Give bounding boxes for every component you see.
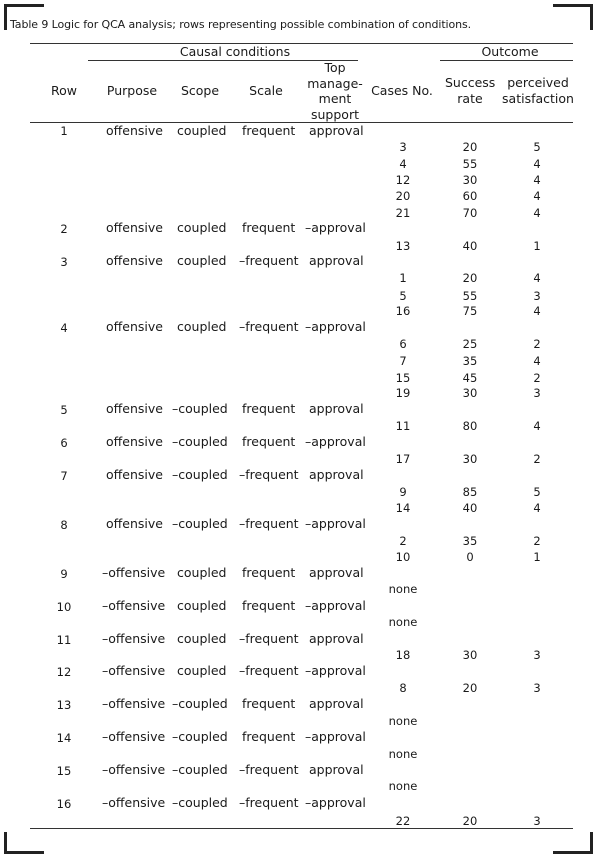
case-number: 8 <box>399 681 407 695</box>
support-cell: approval <box>309 401 364 416</box>
success-rate-value: 85 <box>462 485 478 499</box>
scale-cell: –frequent <box>239 516 299 531</box>
case-number: none <box>388 779 418 793</box>
support-cell: approval <box>309 123 364 138</box>
case-number: 21 <box>395 206 411 220</box>
satisfaction-value: 4 <box>533 354 541 368</box>
purpose-cell: –offensive <box>102 565 166 580</box>
scale-cell: –frequent <box>239 253 299 268</box>
case-number: 4 <box>399 157 407 171</box>
success-rate-value: 55 <box>462 289 478 303</box>
scale-cell: frequent <box>242 220 296 235</box>
case-number: none <box>388 615 418 629</box>
satisfaction-column-header: perceived satisfaction <box>502 75 574 106</box>
scope-cell: –coupled <box>172 401 228 416</box>
corner-bottom-left-v <box>4 832 7 854</box>
row-number: 6 <box>60 436 68 450</box>
purpose-cell: offensive <box>106 253 163 268</box>
scope-cell: –coupled <box>172 795 228 810</box>
purpose-cell: –offensive <box>102 762 166 777</box>
satisfaction-value: 4 <box>533 189 541 203</box>
scope-cell: coupled <box>177 565 227 580</box>
corner-top-left-v <box>4 4 7 30</box>
support-column-header: Top manage- ment support <box>307 60 363 122</box>
support-cell: approval <box>309 565 364 580</box>
causal-conditions-header: Causal conditions <box>179 44 291 59</box>
support-cell: –approval <box>305 434 366 449</box>
case-number: 7 <box>399 354 407 368</box>
success-rate-value: 0 <box>466 550 474 564</box>
purpose-cell: –offensive <box>102 795 166 810</box>
success-rate-value: 60 <box>462 189 478 203</box>
row-number: 16 <box>56 797 72 811</box>
purpose-cell: –offensive <box>102 729 166 744</box>
purpose-cell: offensive <box>106 123 163 138</box>
case-number: none <box>388 747 418 761</box>
scope-column-header: Scope <box>180 83 220 98</box>
row-number: 12 <box>56 665 72 679</box>
success-rate-value: 55 <box>462 157 478 171</box>
scope-cell: –coupled <box>172 762 228 777</box>
table-caption: Table 9 Logic for QCA analysis; rows representing possible combination of conditions. <box>10 18 472 31</box>
outcome-group-rule <box>440 60 573 61</box>
case-number: 13 <box>395 239 411 253</box>
row-number: 2 <box>60 222 68 236</box>
success-rate-value: 40 <box>462 239 478 253</box>
scale-cell: –frequent <box>239 319 299 334</box>
row-number: 5 <box>60 403 68 417</box>
scope-cell: coupled <box>177 220 227 235</box>
success-rate-value: 20 <box>462 140 478 154</box>
satisfaction-value: 3 <box>533 681 541 695</box>
scope-cell: –coupled <box>172 434 228 449</box>
row-number: 13 <box>56 698 72 712</box>
case-number: none <box>388 714 418 728</box>
success-rate-value: 70 <box>462 206 478 220</box>
support-cell: approval <box>309 696 364 711</box>
support-cell: approval <box>309 631 364 646</box>
satisfaction-value: 2 <box>533 337 541 351</box>
case-number: 1 <box>399 271 407 285</box>
scope-cell: coupled <box>177 598 227 613</box>
success-rate-value: 35 <box>462 354 478 368</box>
corner-bottom-right-v <box>590 832 593 854</box>
scale-cell: frequent <box>242 565 296 580</box>
scope-cell: –coupled <box>172 729 228 744</box>
purpose-cell: offensive <box>106 516 163 531</box>
scale-cell: frequent <box>242 729 296 744</box>
scope-cell: coupled <box>177 631 227 646</box>
row-number: 8 <box>60 518 68 532</box>
row-number: 7 <box>60 469 68 483</box>
success-rate-value: 75 <box>462 304 478 318</box>
row-number: 3 <box>60 255 68 269</box>
satisfaction-value: 4 <box>533 271 541 285</box>
row-number: 11 <box>56 633 72 647</box>
case-number: 16 <box>395 304 411 318</box>
success-rate-value: 30 <box>462 452 478 466</box>
purpose-cell: offensive <box>106 401 163 416</box>
satisfaction-value: 5 <box>533 485 541 499</box>
support-cell: approval <box>309 467 364 482</box>
case-number: 17 <box>395 452 411 466</box>
support-cell: –approval <box>305 729 366 744</box>
row-number: 10 <box>56 600 72 614</box>
success-rate-value: 45 <box>462 371 478 385</box>
corner-top-left-h <box>4 4 44 7</box>
purpose-cell: –offensive <box>102 598 166 613</box>
row-number: 15 <box>56 764 72 778</box>
support-cell: –approval <box>305 220 366 235</box>
scope-cell: –coupled <box>172 516 228 531</box>
satisfaction-value: 5 <box>533 140 541 154</box>
outcome-header: Outcome <box>481 44 539 59</box>
purpose-column-header: Purpose <box>106 83 158 98</box>
scale-cell: –frequent <box>239 631 299 646</box>
satisfaction-value: 3 <box>533 648 541 662</box>
support-cell: approval <box>309 762 364 777</box>
corner-bottom-right-h <box>553 851 593 854</box>
scale-cell: frequent <box>242 696 296 711</box>
scope-cell: coupled <box>177 253 227 268</box>
scope-cell: coupled <box>177 123 227 138</box>
scale-cell: –frequent <box>239 467 299 482</box>
purpose-cell: offensive <box>106 434 163 449</box>
case-number: 6 <box>399 337 407 351</box>
support-cell: –approval <box>305 516 366 531</box>
purpose-cell: –offensive <box>102 631 166 646</box>
satisfaction-value: 3 <box>533 289 541 303</box>
case-number: 11 <box>395 419 411 433</box>
satisfaction-value: 3 <box>533 814 541 828</box>
satisfaction-value: 2 <box>533 452 541 466</box>
satisfaction-value: 1 <box>533 550 541 564</box>
satisfaction-value: 4 <box>533 304 541 318</box>
case-number: 12 <box>395 173 411 187</box>
support-cell: approval <box>309 253 364 268</box>
purpose-cell: offensive <box>106 467 163 482</box>
success-rate-value: 20 <box>462 271 478 285</box>
satisfaction-value: 4 <box>533 206 541 220</box>
case-number: 5 <box>399 289 407 303</box>
case-number: 19 <box>395 386 411 400</box>
scope-cell: coupled <box>177 319 227 334</box>
table-bottom-rule <box>30 828 573 829</box>
scale-cell: frequent <box>242 401 296 416</box>
row-number: 9 <box>60 567 68 581</box>
scale-cell: frequent <box>242 598 296 613</box>
corner-top-right-v <box>590 4 593 30</box>
purpose-cell: offensive <box>106 220 163 235</box>
satisfaction-value: 4 <box>533 173 541 187</box>
success-rate-value: 40 <box>462 501 478 515</box>
scope-cell: –coupled <box>172 467 228 482</box>
case-number: 14 <box>395 501 411 515</box>
success-rate-value: 30 <box>462 173 478 187</box>
success-rate-value: 30 <box>462 648 478 662</box>
scale-cell: –frequent <box>239 663 299 678</box>
purpose-cell: offensive <box>106 319 163 334</box>
row-column-header: Row <box>51 83 77 98</box>
satisfaction-value: 1 <box>533 239 541 253</box>
satisfaction-value: 2 <box>533 534 541 548</box>
case-number: 15 <box>395 371 411 385</box>
scope-cell: –coupled <box>172 696 228 711</box>
scale-cell: –frequent <box>239 795 299 810</box>
success-rate-value: 30 <box>462 386 478 400</box>
case-number: 18 <box>395 648 411 662</box>
case-number: 9 <box>399 485 407 499</box>
scale-cell: –frequent <box>239 762 299 777</box>
scale-cell: frequent <box>242 434 296 449</box>
success-rate-value: 20 <box>462 681 478 695</box>
corner-bottom-left-h <box>4 851 44 854</box>
row-number: 1 <box>60 124 68 138</box>
case-number: 3 <box>399 140 407 154</box>
satisfaction-value: 4 <box>533 419 541 433</box>
success-rate-value: 80 <box>462 419 478 433</box>
case-number: 22 <box>395 814 411 828</box>
row-number: 14 <box>56 731 72 745</box>
purpose-cell: –offensive <box>102 696 166 711</box>
success-rate-value: 20 <box>462 814 478 828</box>
success-rate-column-header: Success rate <box>445 75 496 106</box>
success-rate-value: 35 <box>462 534 478 548</box>
support-cell: –approval <box>305 598 366 613</box>
satisfaction-value: 3 <box>533 386 541 400</box>
corner-top-right-h <box>553 4 593 7</box>
case-number: none <box>388 582 418 596</box>
satisfaction-value: 4 <box>533 501 541 515</box>
scale-cell: frequent <box>242 123 296 138</box>
scale-column-header: Scale <box>249 83 283 98</box>
success-rate-value: 25 <box>462 337 478 351</box>
support-cell: –approval <box>305 319 366 334</box>
row-number: 4 <box>60 321 68 335</box>
support-cell: –approval <box>305 795 366 810</box>
case-number: 20 <box>395 189 411 203</box>
satisfaction-value: 2 <box>533 371 541 385</box>
support-cell: –approval <box>305 663 366 678</box>
scope-cell: coupled <box>177 663 227 678</box>
satisfaction-value: 4 <box>533 157 541 171</box>
cases-column-header: Cases No. <box>371 83 433 98</box>
case-number: 2 <box>399 534 407 548</box>
case-number: 10 <box>395 550 411 564</box>
purpose-cell: –offensive <box>102 663 166 678</box>
